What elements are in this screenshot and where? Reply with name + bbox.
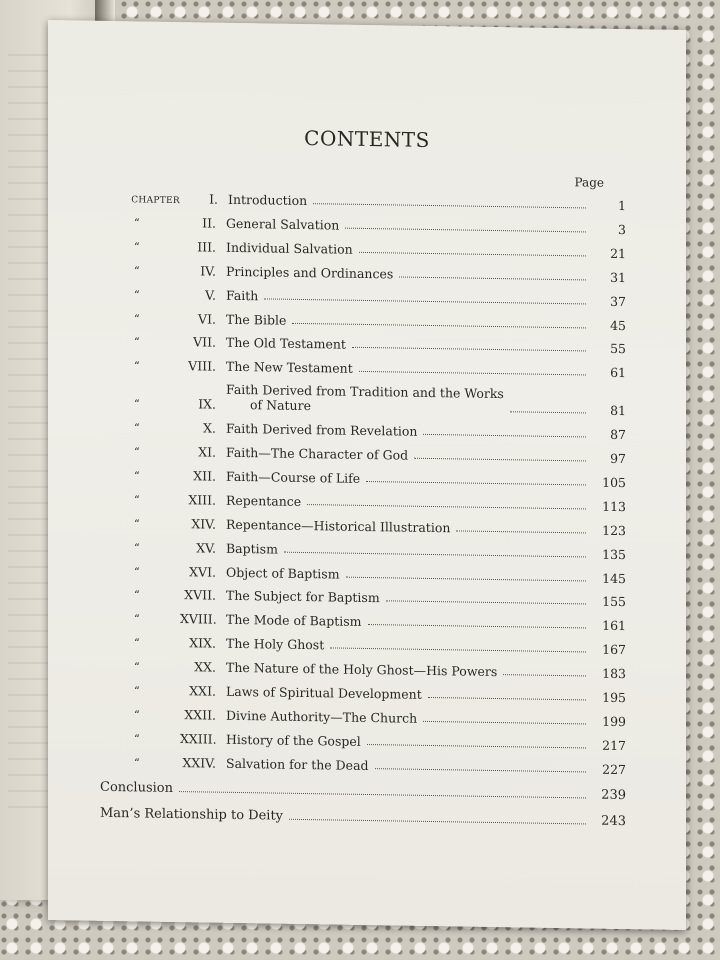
page-number: 227 (602, 761, 626, 777)
dot-leader (503, 674, 586, 676)
ditto-mark: “ (134, 540, 140, 555)
dot-leader (510, 411, 586, 413)
chapter-title-continued: of Nature (250, 397, 311, 414)
page-number: 61 (610, 365, 626, 381)
dot-leader (366, 481, 586, 485)
ditto-mark: “ (134, 335, 140, 349)
ditto-mark: “ (134, 612, 140, 626)
page-number: 155 (602, 594, 626, 610)
dot-leader (307, 504, 586, 509)
ditto-mark: “ (134, 216, 140, 230)
page-number: 113 (602, 498, 626, 514)
ditto-mark: “ (134, 660, 140, 674)
chapter-title: Faith Derived from Revelation (226, 420, 418, 439)
chapter-title: The Subject for Baptism (226, 588, 380, 606)
dot-leader (367, 744, 586, 748)
chapter-title: Baptism (226, 540, 278, 557)
page-number: 81 (610, 403, 626, 419)
dot-leader (346, 576, 586, 581)
chapter-number: XI. (198, 444, 216, 460)
ditto-mark: “ (134, 517, 140, 531)
ditto-mark: “ (134, 493, 140, 507)
section-title: Conclusion (100, 779, 173, 796)
dot-leader (423, 721, 586, 725)
chapter-number: XIX. (189, 635, 216, 651)
chapter-number: XXIII. (180, 730, 217, 747)
page-number: 135 (602, 546, 626, 562)
chapter-number: IV. (200, 263, 216, 279)
chapter-number: X. (203, 420, 216, 436)
dot-leader (428, 697, 586, 700)
chapter-title: The Bible (226, 311, 287, 328)
page-number: 199 (602, 713, 626, 729)
dot-leader (414, 458, 586, 462)
chapter-title: Laws of Spiritual Development (226, 683, 422, 702)
page-number: 45 (610, 317, 626, 333)
ditto-mark: “ (134, 684, 140, 698)
page-number: 97 (610, 450, 626, 467)
chapter-title: Object of Baptism (226, 564, 340, 582)
chapter-title: Divine Authority—The Church (226, 707, 418, 726)
page-column-label: Page (574, 175, 604, 190)
chapter-number: VII. (193, 334, 216, 351)
dot-leader (345, 228, 586, 233)
ditto-mark: “ (134, 264, 140, 278)
chapter-number: XV. (196, 539, 216, 556)
chapter-title: The Old Testament (226, 335, 346, 353)
chapter-number: XXI. (189, 683, 216, 699)
chapter-number: III. (197, 239, 216, 255)
page-title: CONTENTS (304, 126, 430, 152)
ditto-mark: “ (134, 287, 140, 302)
chapter-title: Individual Salvation (226, 239, 353, 257)
chapter-number: XII. (193, 468, 216, 484)
dot-leader (359, 371, 586, 376)
page-number: 217 (602, 737, 626, 753)
page-number: 183 (602, 665, 626, 682)
section-title: Man’s Relationship to Deity (100, 805, 284, 824)
chapter-title: Repentance (226, 492, 302, 509)
chapter-number: XIV. (191, 515, 216, 532)
chapter-title: Repentance—Historical Illustration (226, 516, 451, 535)
chapter-number: XVII. (184, 587, 216, 604)
dot-leader (375, 768, 586, 772)
chapter-number: XXIV. (182, 754, 216, 771)
dot-leader (368, 624, 586, 628)
page-number: 37 (610, 293, 626, 309)
chapter-number: I. (209, 191, 218, 207)
page-number: 195 (602, 689, 626, 706)
dot-leader (423, 434, 586, 438)
dot-leader (330, 648, 586, 653)
ditto-mark: “ (134, 588, 140, 602)
chapter-number: II. (202, 215, 216, 231)
chapter-title: Faith (226, 287, 259, 303)
ditto-mark: “ (134, 756, 140, 770)
ditto-mark: “ (134, 469, 140, 483)
ditto-mark: “ (134, 421, 140, 435)
page-number: 145 (602, 570, 626, 586)
chapter-title: The Nature of the Holy Ghost—His Powers (226, 659, 498, 680)
chapter-title: Faith—Course of Life (226, 468, 361, 486)
ditto-mark: “ (134, 359, 140, 373)
chapter-number: V. (205, 287, 216, 303)
page-number: 105 (602, 474, 626, 490)
ditto-mark: “ (134, 397, 140, 411)
dot-leader (352, 347, 586, 352)
chapter-number: VI. (198, 310, 216, 327)
ditto-mark: “ (134, 732, 140, 746)
chapter-title: Faith Derived from Tradition and the Works of Nature (226, 381, 504, 414)
page-number: 87 (610, 426, 626, 443)
chapter-number: XX. (194, 659, 216, 675)
page-number: 167 (602, 641, 626, 658)
chapter-title: Principles and Ordinances (226, 263, 394, 282)
toc-row-extra (100, 772, 626, 802)
chapter-label: CHAPTER (131, 195, 180, 207)
page-number: 3 (618, 221, 626, 237)
chapter-title: History of the Gospel (226, 731, 361, 749)
chapter-number: XVIII. (180, 611, 217, 627)
page-number: 243 (601, 813, 626, 829)
chapter-title: The Holy Ghost (226, 635, 325, 653)
chapter-number: VIII. (188, 358, 216, 374)
page-number: 161 (602, 617, 626, 634)
chapter-title: Salvation for the Dead (226, 755, 369, 773)
dot-leader (456, 530, 586, 533)
dot-leader (284, 551, 586, 557)
dot-leader (264, 298, 586, 304)
chapter-number: XVI. (189, 563, 216, 580)
contents-body (100, 21, 626, 929)
page-number: 123 (602, 522, 626, 538)
chapter-title: The Mode of Baptism (226, 612, 362, 630)
dot-leader (386, 601, 586, 605)
page-number: 1 (618, 197, 626, 214)
chapter-number: XIII. (188, 491, 216, 508)
ditto-mark: “ (134, 445, 140, 459)
chapter-title: Faith—The Character of God (226, 444, 409, 463)
ditto-mark: “ (134, 311, 140, 325)
chapter-number: IX. (198, 396, 216, 412)
ditto-mark: “ (134, 240, 140, 254)
page-number: 31 (610, 269, 626, 285)
page-number: 239 (601, 787, 626, 803)
toc-row-extra (100, 798, 626, 828)
dot-leader (313, 203, 586, 208)
page-number: 21 (610, 245, 626, 261)
ditto-mark: “ (134, 636, 140, 650)
dot-leader (359, 252, 586, 257)
contents-page (48, 20, 686, 930)
dot-leader (179, 791, 586, 798)
chapter-number: XXII. (184, 707, 216, 723)
chapter-title: The New Testament (226, 359, 353, 377)
ditto-mark: “ (134, 564, 140, 578)
toc-row (108, 374, 626, 418)
ditto-mark: “ (134, 708, 140, 722)
chapter-title: General Salvation (226, 215, 340, 233)
dot-leader (289, 818, 586, 824)
dot-leader (399, 276, 586, 280)
dot-leader (292, 322, 586, 328)
page-number: 55 (610, 341, 626, 357)
chapter-title: Introduction (228, 191, 308, 209)
